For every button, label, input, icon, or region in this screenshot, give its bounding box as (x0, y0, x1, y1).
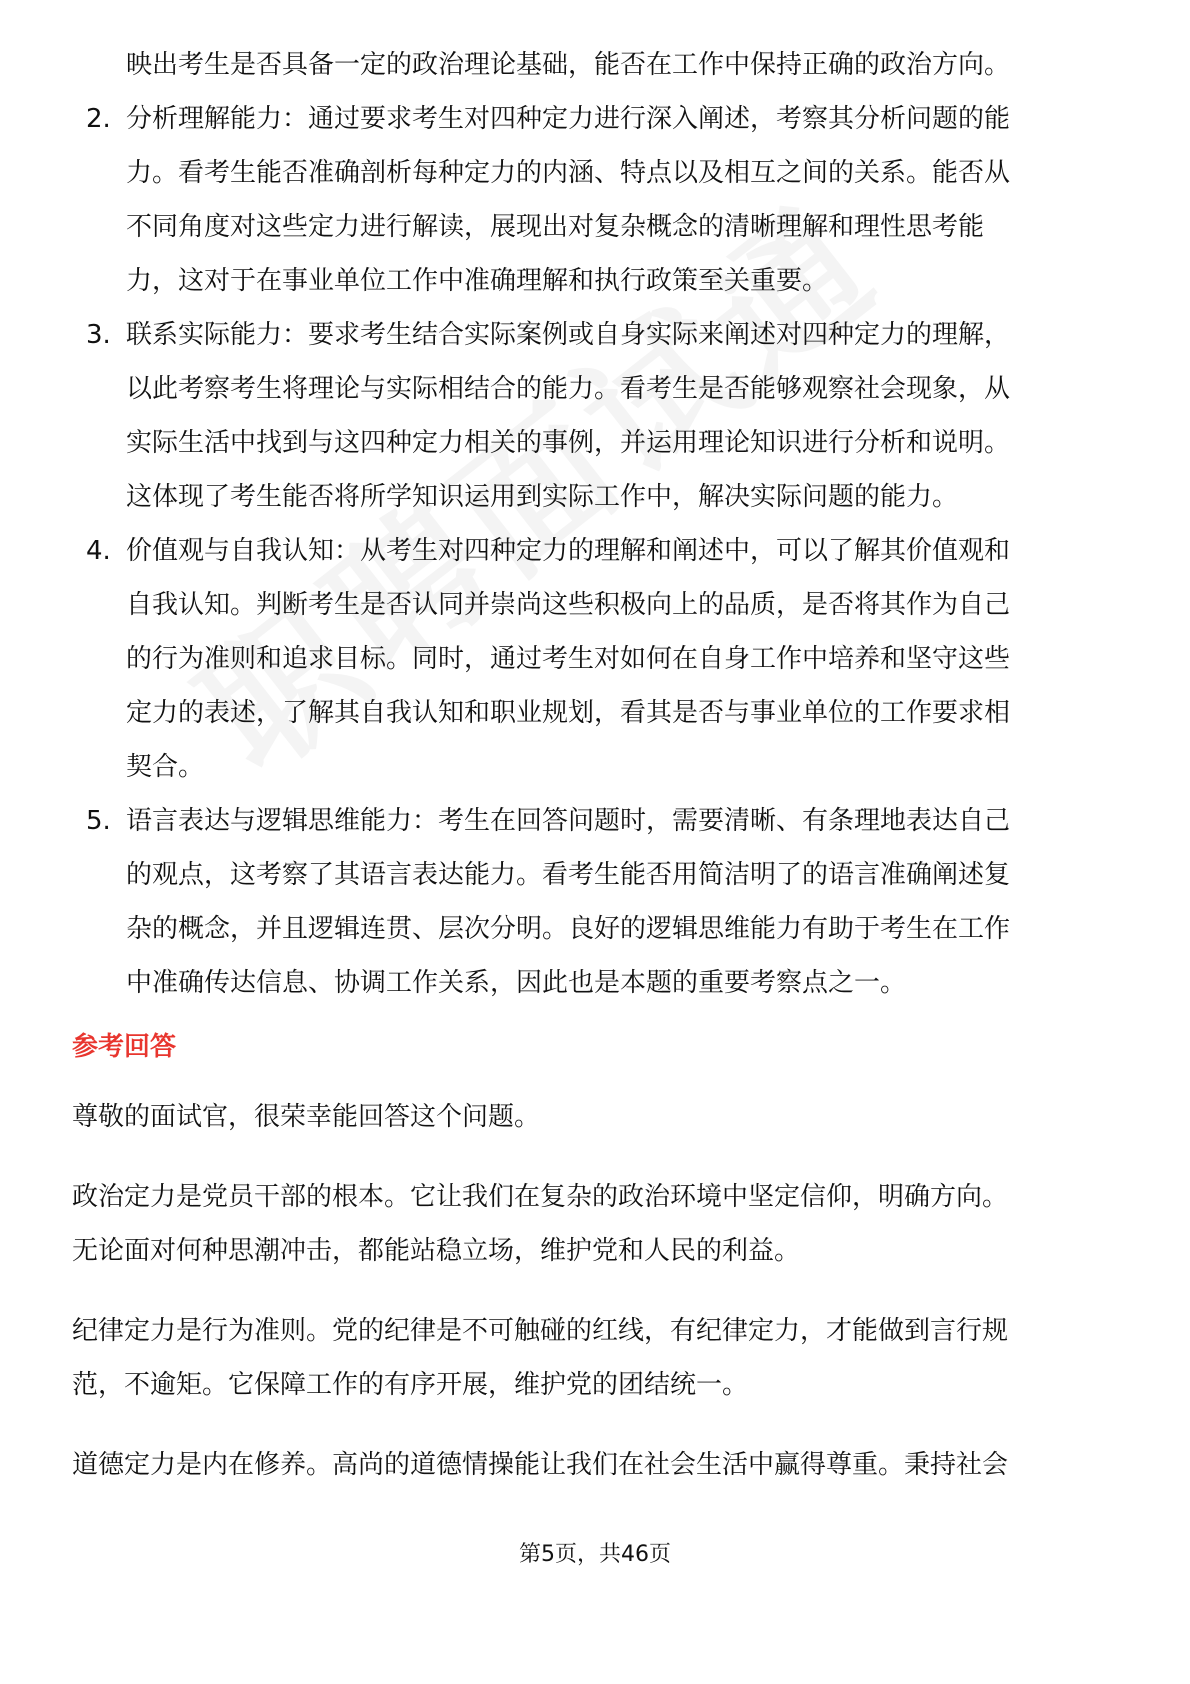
list-item-line: 自我认知。判断考生是否认同并崇尚这些积极向上的品质，是否将其作为自己 (126, 590, 1011, 620)
paragraph-line: 政治定力是党员干部的根本。它让我们在复杂的政治环境中坚定信仰，明确方向。 (72, 1182, 1009, 1212)
list-item-line: 联系实际能力：要求考生结合实际案例或自身实际来阐述对四种定力的理解， (126, 320, 1011, 350)
list-item-line: 以此考察考生将理论与实际相结合的能力。看考生是否能够观察社会现象，从 (126, 374, 1011, 404)
watermark (150, 37, 1055, 811)
list-number: 3. (86, 320, 111, 350)
list-item-line: 契合。 (126, 752, 205, 782)
continuation-line: 映出考生是否具备一定的政治理论基础，能否在工作中保持正确的政治方向。 (126, 50, 1011, 80)
paragraph-line: 道德定力是内在修养。高尚的道德情操能让我们在社会生活中赢得尊重。秉持社会 (72, 1450, 1009, 1480)
list-item-line: 杂的概念，并且逻辑连贯、层次分明。良好的逻辑思维能力有助于考生在工作 (126, 914, 1011, 944)
list-item-line: 定力的表述，了解其自我认知和职业规划，看其是否与事业单位的工作要求相 (126, 698, 1011, 728)
list-item-line: 这体现了考生能否将所学知识运用到实际工作中，解决实际问题的能力。 (126, 482, 959, 512)
list-item-line: 语言表达与逻辑思维能力：考生在回答问题时，需要清晰、有条理地表达自己 (126, 806, 1011, 836)
list-number: 2. (86, 104, 111, 134)
paragraph-line: 尊敬的面试官，很荣幸能回答这个问题。 (72, 1102, 541, 1132)
list-item-line: 分析理解能力：通过要求考生对四种定力进行深入阐述，考察其分析问题的能 (126, 104, 1011, 134)
list-item-line: 价值观与自我认知：从考生对四种定力的理解和阐述中，可以了解其价值观和 (126, 536, 1011, 566)
paragraph-line: 纪律定力是行为准则。党的纪律是不可触碰的红线，有纪律定力，才能做到言行规 (72, 1316, 1009, 1346)
list-item-line: 力，这对于在事业单位工作中准确理解和执行政策至关重要。 (126, 266, 829, 296)
list-item-line: 的行为准则和追求目标。同时，通过考生对如何在自身工作中培养和坚守这些 (126, 644, 1011, 674)
paragraph-line: 无论面对何种思潮冲击，都能站稳立场，维护党和人民的利益。 (72, 1236, 801, 1266)
list-number: 5. (86, 806, 111, 836)
page-footer: 第5页，共46页 (519, 1542, 671, 1567)
list-item-line: 不同角度对这些定力进行解读，展现出对复杂概念的清晰理解和理性思考能 (126, 212, 985, 242)
list-item-line: 力。看考生能否准确剖析每种定力的内涵、特点以及相互之间的关系。能否从 (126, 158, 1011, 188)
list-item-line: 实际生活中找到与这四种定力相关的事例，并运用理论知识进行分析和说明。 (126, 428, 1011, 458)
paragraph-line: 范，不逾矩。它保障工作的有序开展，维护党的团结统一。 (72, 1370, 749, 1400)
list-item-line: 的观点，这考察了其语言表达能力。看考生能否用简洁明了的语言准确阐述复 (126, 860, 1011, 890)
list-number: 4. (86, 536, 111, 566)
list-item-line: 中准确传达信息、协调工作关系，因此也是本题的重要考察点之一。 (126, 968, 907, 998)
section-title: 参考回答 (72, 1032, 177, 1062)
